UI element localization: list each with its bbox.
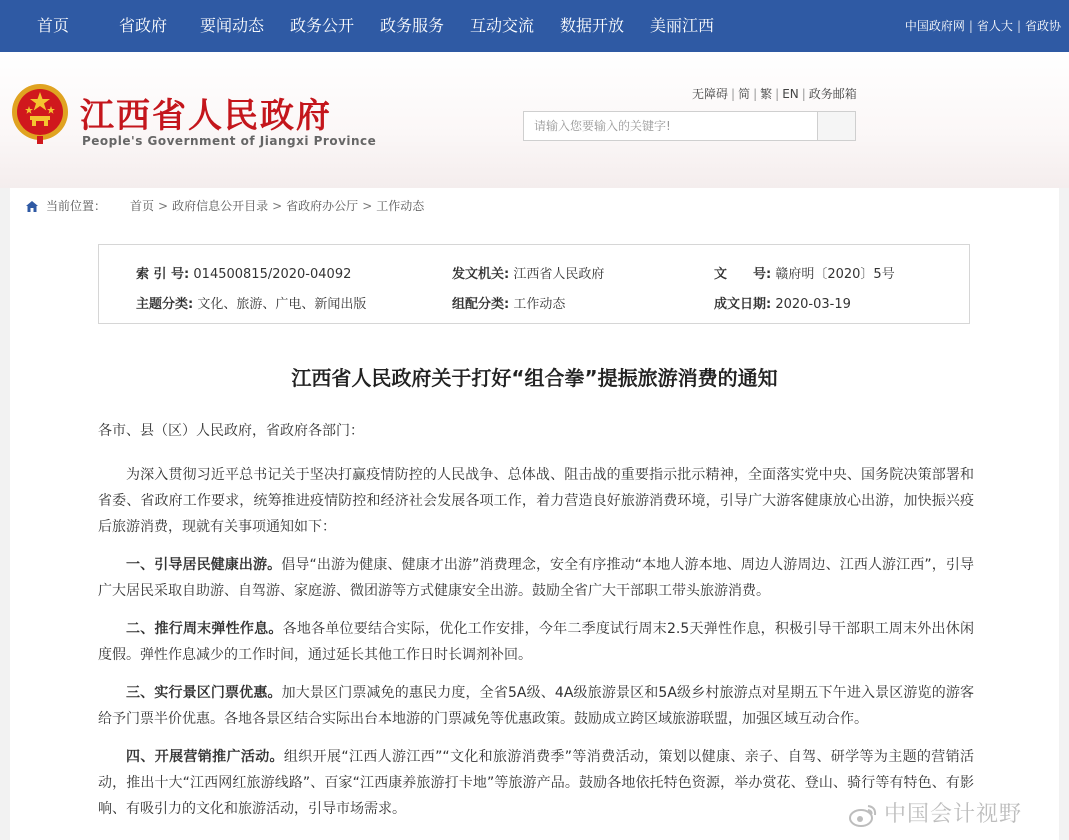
article-item-4 xyxy=(98,744,974,822)
site-header xyxy=(0,52,1069,188)
breadcrumb-info-directory[interactable]: 政府信息公开目录 xyxy=(172,199,269,213)
meta-issuer xyxy=(452,263,604,282)
breadcrumb-work-news[interactable]: 工作动态 xyxy=(376,199,425,213)
national-emblem-icon[interactable] xyxy=(10,82,70,146)
meta-label: 文 号: xyxy=(714,267,772,282)
article-item-3 xyxy=(98,680,974,732)
divider: | xyxy=(1016,19,1021,33)
item-heading: 四、开展营销推广活动。 xyxy=(126,749,284,765)
nav-item-open-data[interactable]: 数据开放 xyxy=(560,16,625,35)
divider: | xyxy=(801,87,806,101)
article-body xyxy=(98,418,974,834)
breadcrumb-home[interactable]: 首页 xyxy=(130,199,155,213)
meta-date xyxy=(714,293,851,312)
meta-label: 主题分类: xyxy=(136,297,194,312)
site-title[interactable]: 江西省人民政府 xyxy=(80,96,332,136)
nav-item-provincial-gov[interactable]: 省政府 xyxy=(119,16,168,35)
breadcrumb xyxy=(26,197,424,214)
meta-value: 2020-03-19 xyxy=(775,297,851,312)
divider: | xyxy=(775,87,780,101)
item-heading: 三、实行景区门票优惠。 xyxy=(126,685,282,701)
document-meta-table xyxy=(98,244,970,324)
link-gov-mail[interactable]: 政务邮箱 xyxy=(808,87,857,101)
link-provincial-congress[interactable]: 省人大 xyxy=(976,19,1013,33)
article-item-2 xyxy=(98,616,974,668)
top-external-links xyxy=(905,17,1061,34)
article-item-1 xyxy=(98,552,974,604)
nav-item-interaction[interactable]: 互动交流 xyxy=(470,16,535,35)
meta-label: 索 引 号: xyxy=(136,267,190,282)
divider: | xyxy=(731,87,736,101)
link-provincial-cppcc[interactable]: 省政协 xyxy=(1024,19,1061,33)
article-title: 江西省人民政府关于打好“组合拳”提振旅游消费的通知 xyxy=(291,366,778,390)
breadcrumb-separator: > xyxy=(362,199,373,213)
meta-value: 江西省人民政府 xyxy=(513,267,605,282)
weibo-icon xyxy=(848,803,878,827)
nav-item-home[interactable]: 首页 xyxy=(37,16,70,35)
nav-item-gov-affairs-open[interactable]: 政务公开 xyxy=(290,16,355,35)
item-text: 倡导“出游为健康、健康才出游”消费理念，安全有序推动“本地人游本地、周边人游周边、江西人游江西”，引导广大居民采取自助游、自驾游、家庭游、微团游等方式健康安全出游。鼓励全省广大干部职工带头旅游消费。 xyxy=(98,557,974,599)
breadcrumb-separator: > xyxy=(272,199,283,213)
meta-label: 发文机关: xyxy=(452,267,510,282)
watermark-text: 中国会计视野 xyxy=(884,802,1023,827)
divider: | xyxy=(753,87,758,101)
meta-topic xyxy=(136,293,366,312)
nav-item-gov-services[interactable]: 政务服务 xyxy=(380,16,445,35)
article-salutation: 各市、县（区）人民政府，省政府各部门： xyxy=(98,423,364,439)
link-accessibility[interactable]: 无障碍 xyxy=(692,87,729,101)
article-intro: 为深入贯彻习近平总书记关于坚决打赢疫情防控的人民战争、总体战、阻击战的重要指示批示精神，全面落实党中央、国务院决策部署和省委、省政府工作要求，统筹推进疫情防控和经济社会发展各项工作，着力营造良好旅游消费环境，引导广大游客健康放心出游，加快振兴疫后旅游消费，现就有关事项通知如下： xyxy=(98,467,974,535)
breadcrumb-label: 当前位置： xyxy=(46,199,107,213)
item-text: 各地各单位要结合实际，优化工作安排，今年二季度试行周末2.5天弹性作息，积极引导干部职工周末外出休闲度假。弹性作息减少的工作时间，通过延长其他工作日时长调剂补回。 xyxy=(98,621,975,663)
search-button[interactable] xyxy=(818,111,856,141)
link-china-gov[interactable]: 中国政府网 xyxy=(904,19,965,33)
meta-value: 工作动态 xyxy=(513,297,566,312)
breadcrumb-separator: > xyxy=(158,199,169,213)
meta-index xyxy=(136,263,351,282)
nav-item-news[interactable]: 要闻动态 xyxy=(200,16,265,35)
search-input[interactable]: 请输入您要输入的关键字! xyxy=(523,111,818,141)
top-nav-bar xyxy=(0,0,1069,52)
home-icon xyxy=(26,201,38,212)
site-title-en: People's Government of Jiangxi Province xyxy=(82,134,377,148)
link-english[interactable]: EN xyxy=(782,87,799,101)
link-traditional[interactable]: 繁 xyxy=(760,87,773,101)
main-content xyxy=(10,188,1059,840)
meta-doc-number xyxy=(714,263,895,282)
item-heading: 二、推行周末弹性作息。 xyxy=(126,621,283,637)
breadcrumb-general-office[interactable]: 省政府办公厅 xyxy=(286,199,359,213)
utility-links xyxy=(692,85,857,102)
meta-value: 014500815/2020-04092 xyxy=(193,267,352,282)
meta-value: 赣府明〔2020〕5号 xyxy=(775,267,895,282)
meta-label: 成文日期: xyxy=(714,297,772,312)
meta-org-category xyxy=(452,293,565,312)
link-simplified[interactable]: 简 xyxy=(738,87,751,101)
meta-label: 组配分类: xyxy=(452,297,510,312)
nav-item-beautiful-jiangxi[interactable]: 美丽江西 xyxy=(650,16,715,35)
item-heading: 一、引导居民健康出游。 xyxy=(126,557,282,573)
watermark xyxy=(848,797,1022,828)
meta-value: 文化、旅游、广电、新闻出版 xyxy=(197,297,367,312)
item-text: 加大景区门票减免的惠民力度，全省5A级、4A级旅游景区和5A级乡村旅游点对星期五下午进入景区游览的游客给予门票半价优惠。各地各景区结合实际出台本地游的门票减免等优惠政策。鼓励成立跨区域旅游联盟，加强区域互动合作。 xyxy=(98,685,975,727)
item-text: 组织开展“江西人游江西”“文化和旅游消费季”等消费活动，策划以健康、亲子、自驾、研学等为主题的营销活动，推出十大“江西网红旅游线路”、百家“江西康养旅游打卡地”等旅游产品。鼓励各地依托特色资源，举办赏花、登山、骑行等有特色、有影响、有吸引力的文化和旅游活动，引导市场需求。 xyxy=(98,749,975,817)
divider: | xyxy=(968,19,973,33)
